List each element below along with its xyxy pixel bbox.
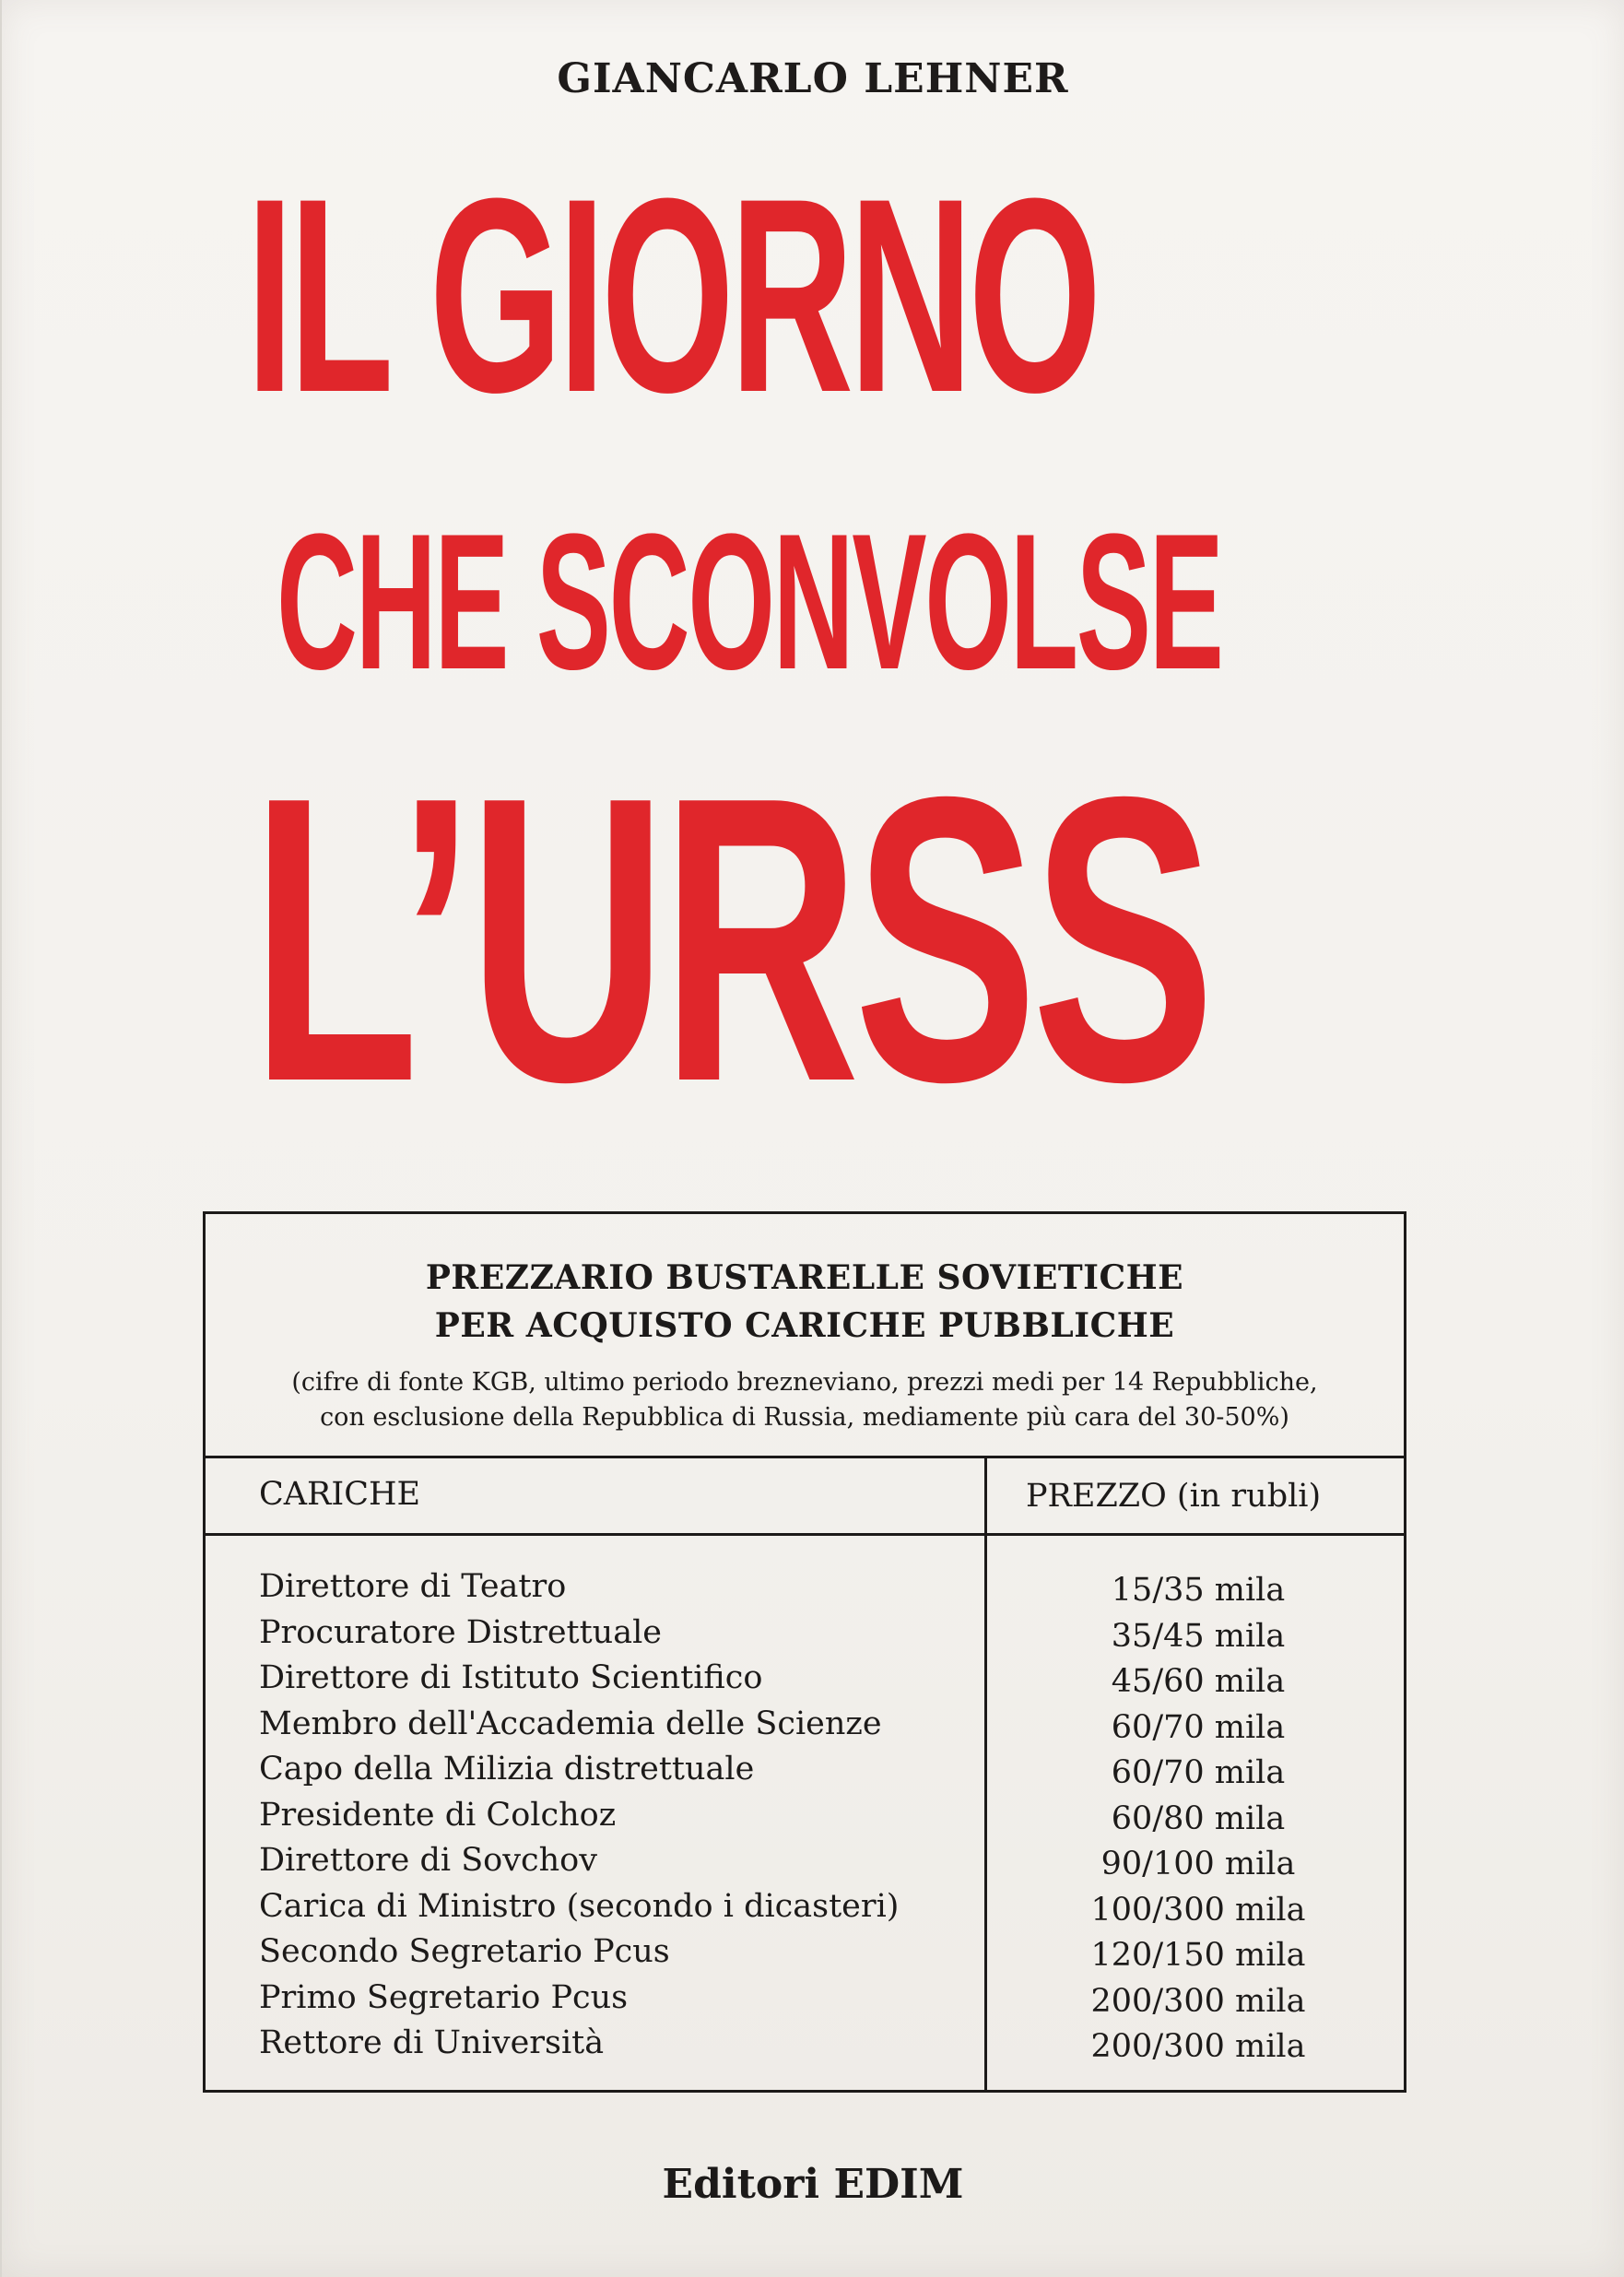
position-name: Capo della Milizia distrettuale xyxy=(259,1751,755,1787)
position-name: Direttore di Teatro xyxy=(259,1568,567,1605)
table-row xyxy=(206,1979,1404,2025)
table-row xyxy=(206,1705,1404,1752)
publisher-name: Editori EDIM xyxy=(662,2161,964,2208)
price-list-note xyxy=(215,1365,1395,1435)
position-price: 60/70 mila xyxy=(1111,1708,1286,1746)
price-list-box xyxy=(203,1211,1406,2093)
position-name: Direttore di Istituto Scientifico xyxy=(259,1659,763,1696)
position-name: Direttore di Sovchov xyxy=(259,1842,598,1879)
table-row xyxy=(206,1933,1404,1979)
position-price: 120/150 mila xyxy=(1090,1937,1306,1974)
position-name: Presidente di Colchoz xyxy=(259,1796,617,1834)
title-line-2: CHE SCONVOLSE xyxy=(277,493,1222,710)
price-list-note-line-2: con esclusione della Repubblica di Russia, mediamente più cara del 30-50%) xyxy=(320,1403,1289,1432)
price-list-header xyxy=(206,1214,1404,1458)
position-name: Procuratore Distrettuale xyxy=(259,1613,662,1651)
table-row xyxy=(206,1797,1404,1843)
position-price: 200/300 mila xyxy=(1090,1982,1306,2020)
table-row xyxy=(206,1751,1404,1797)
position-price: 90/100 mila xyxy=(1100,1846,1296,1882)
author-name: GIANCARLO LEHNER xyxy=(557,55,1069,102)
column-header-positions: CARICHE xyxy=(259,1476,421,1513)
title-line-3: L’URSS xyxy=(251,714,1209,1166)
price-list-title-line-1: PREZZARIO BUSTARELLE SOVIETICHE xyxy=(425,1258,1184,1297)
position-price: 60/80 mila xyxy=(1111,1799,1286,1837)
position-price: 100/300 mila xyxy=(1090,1891,1306,1929)
position-price: 200/300 mila xyxy=(1090,2028,1306,2065)
table-row xyxy=(206,1842,1404,1888)
price-list-rows xyxy=(206,1568,1404,2071)
price-list-note-line-1: (cifre di fonte KGB, ultimo periodo brezneviano, prezzi medi per 14 Repubbliche, xyxy=(291,1368,1318,1397)
position-price: 15/35 mila xyxy=(1111,1572,1286,1609)
position-name: Secondo Segretario Pcus xyxy=(259,1933,670,1970)
position-price: 45/60 mila xyxy=(1111,1663,1286,1700)
table-row xyxy=(206,1659,1404,1705)
position-name: Primo Segretario Pcus xyxy=(259,1978,629,2016)
position-name: Rettore di Università xyxy=(259,2024,605,2061)
position-name: Membro dell'Accademia delle Scienze xyxy=(259,1705,882,1742)
position-price: 60/70 mila xyxy=(1111,1754,1286,1791)
price-list-title-line-2: PER ACQUISTO CARICHE PUBBLICHE xyxy=(434,1306,1175,1345)
position-name: Carica di Ministro (secondo i dicasteri) xyxy=(259,1887,900,1925)
table-row xyxy=(206,1888,1404,1934)
table-row xyxy=(206,2024,1404,2071)
column-header-price: PREZZO (in rubli) xyxy=(1026,1478,1322,1515)
table-row xyxy=(206,1568,1404,1614)
column-header-row xyxy=(206,1456,1404,1536)
title-line-1: IL GIORNO xyxy=(246,140,1098,450)
table-row xyxy=(206,1614,1404,1660)
position-price: 35/45 mila xyxy=(1111,1617,1286,1655)
